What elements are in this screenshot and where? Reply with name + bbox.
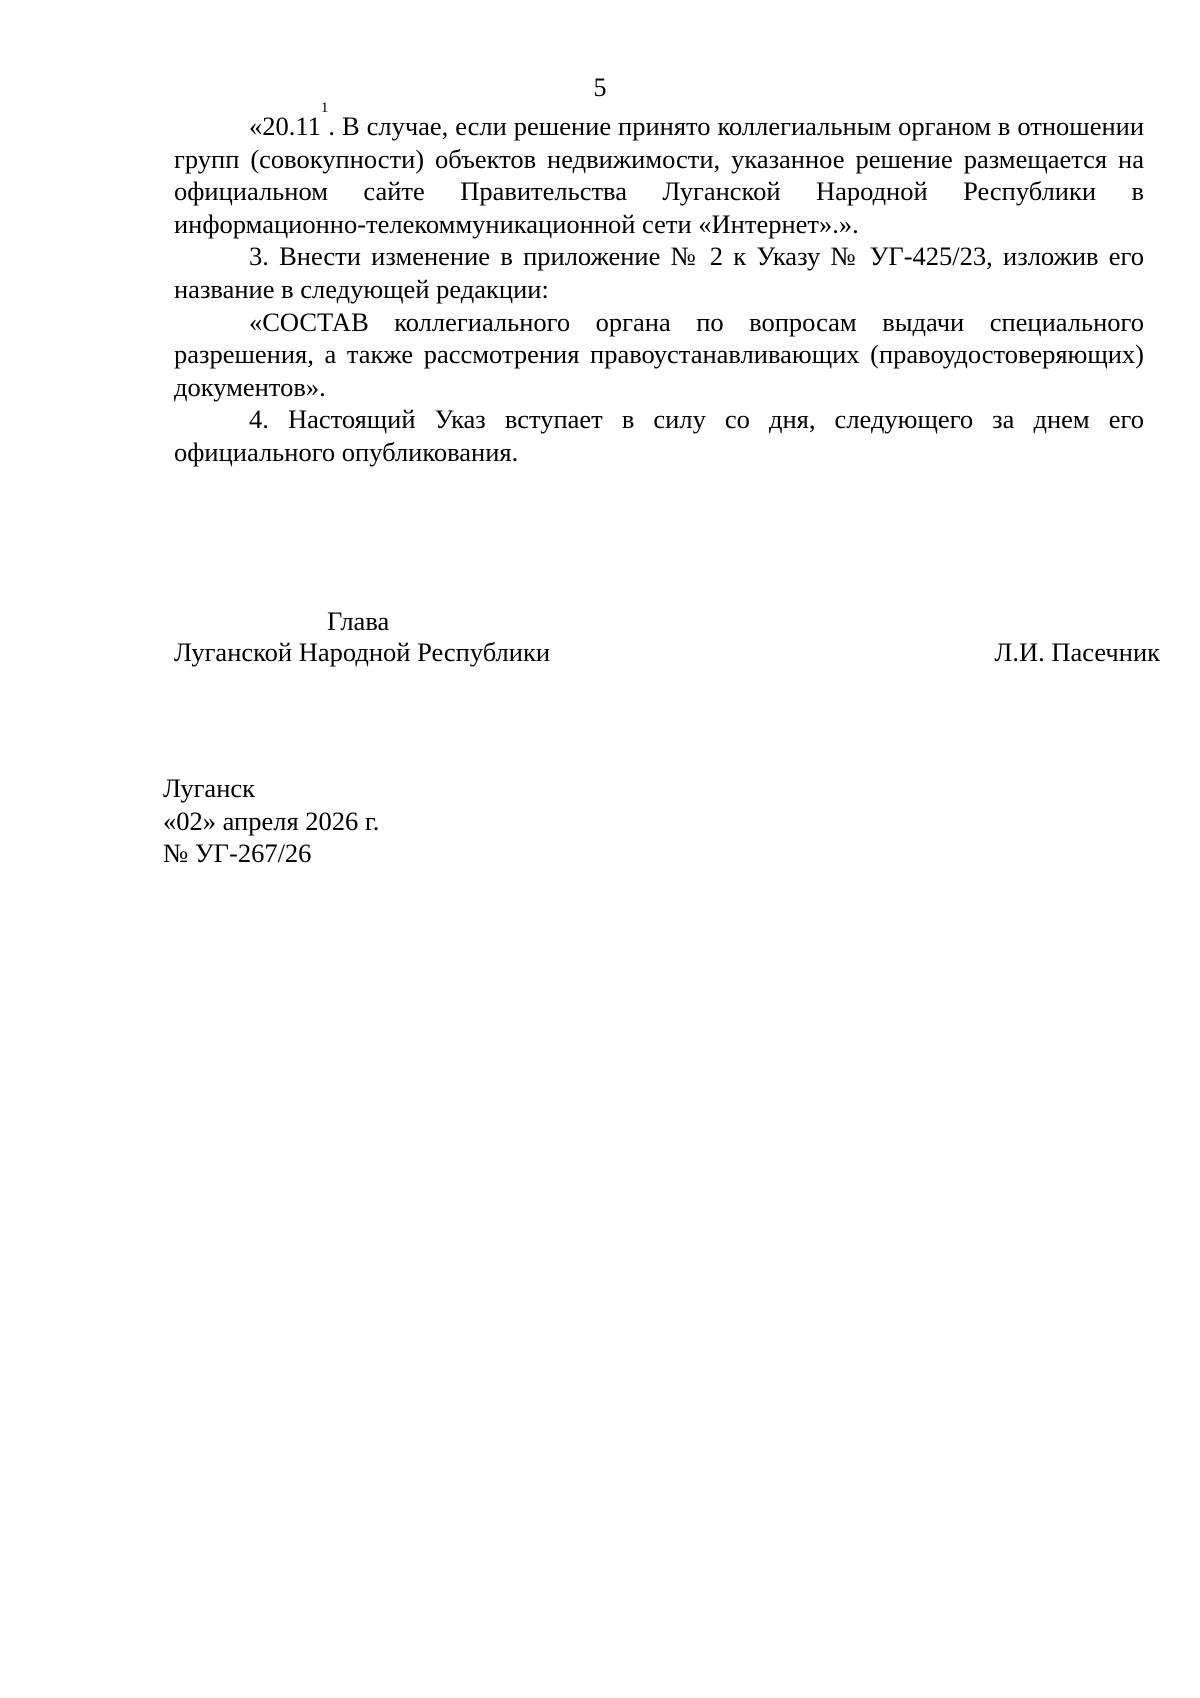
decree-date: «02» апреля 2026 г. [163, 805, 380, 836]
decree-number: № УГ-267/26 [163, 838, 312, 868]
paragraph-composition-title: «СОСТАВ коллегиального органа по вопросам выдачи специального разрешения, а также рассмотрения правоустанавливающих (правоудостоверяющих) документов». [174, 306, 1144, 402]
place-city: Луганск [163, 773, 256, 803]
superscript: 1 [320, 100, 329, 116]
signature-title: Глава [327, 606, 390, 636]
decree-body [174, 100, 1144, 469]
page-number: 5 [593, 73, 607, 102]
paragraph-text: . В случае, если решение принято коллегиальным органом в отношении групп (совокупности) объектов недвижимости, указанное решение размещается на официальном сайте Правительства Луганской Народной Республики в информационно-телекоммуникационной сети «Интернет».». [174, 111, 1144, 239]
signature-name: Л.И. Пасечник [994, 637, 1160, 667]
paragraph-item-4: 4. Настоящий Указ вступает в силу со дня, следующего за днем его официального опубликования. [174, 404, 1144, 467]
paragraph-item-3: 3. Внести изменение в приложение № 2 к Указу № УГ-425/23, изложив его название в следующей редакции: [174, 241, 1144, 304]
paragraph-amendment-20-11 [174, 100, 1144, 240]
paragraph-prefix: «20.11 [249, 111, 321, 141]
place-date-block [163, 772, 379, 870]
signature-organization: Луганской Народной Республики [174, 637, 551, 667]
